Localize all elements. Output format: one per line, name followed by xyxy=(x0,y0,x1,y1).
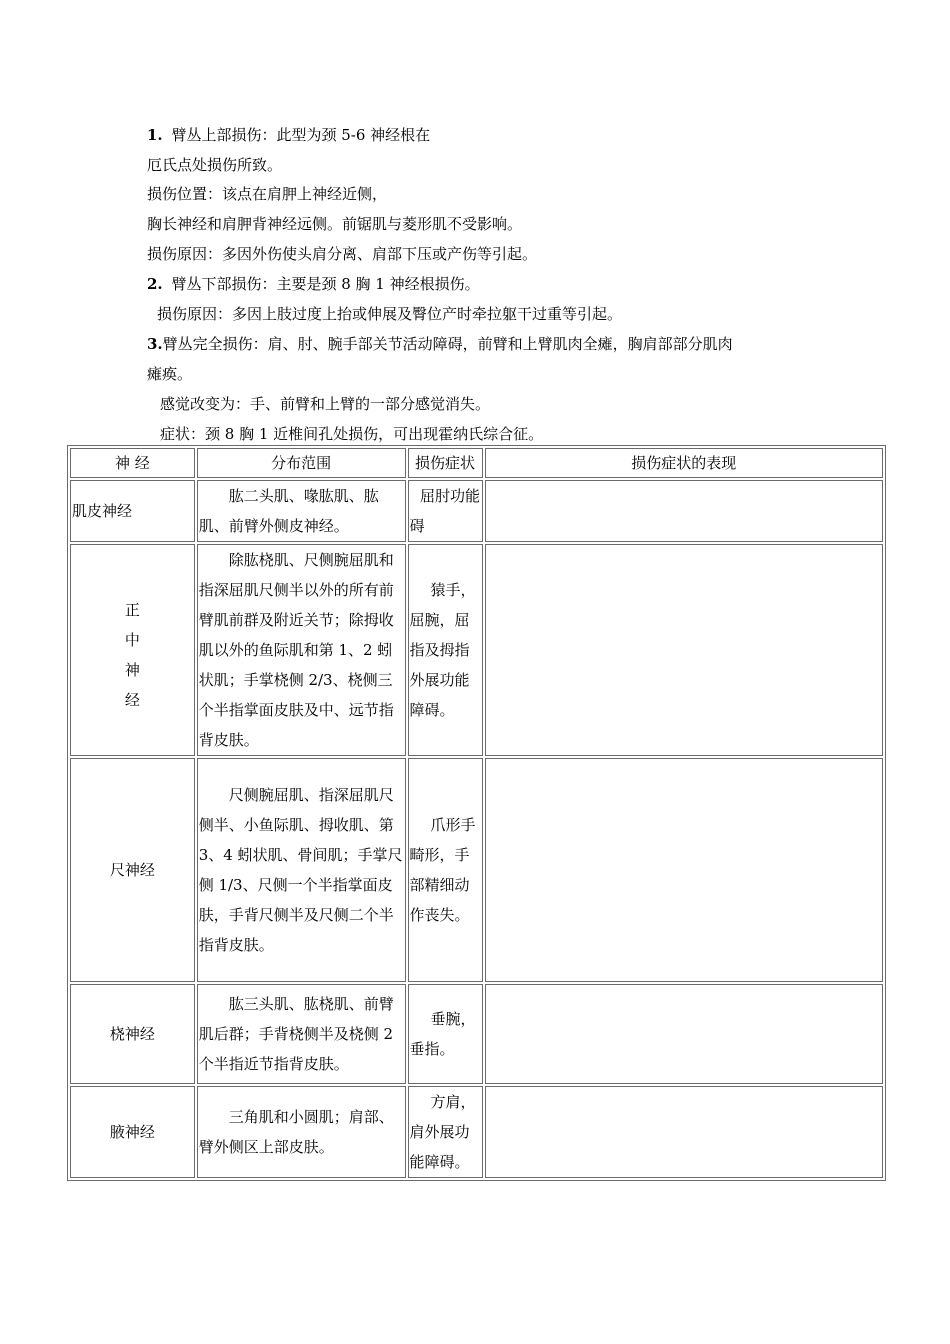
distribution-range: 肱二头肌、喙肱肌、肱肌、前臂外侧皮神经。 xyxy=(197,480,406,542)
intro-para-1-cont: 厄氏点处损伤所致。 xyxy=(147,156,283,174)
table-row xyxy=(70,1086,883,1178)
symptom-manifestation xyxy=(485,984,883,1084)
header-range: 分布范围 xyxy=(197,448,406,478)
intro-para-3-cont: 瘫痪。 xyxy=(147,365,193,383)
table-row xyxy=(70,544,883,756)
nerve-name: 肌皮神经 xyxy=(70,480,195,542)
injury-cause-1: 损伤原因：多因外伤使头肩分离、肩部下压或产伤等引起。 xyxy=(147,245,538,263)
symptom-manifestation xyxy=(485,480,883,542)
distribution-range: 三角肌和小圆肌；肩部、臂外侧区上部皮肤。 xyxy=(197,1086,406,1178)
nerve-name: 腋神经 xyxy=(70,1086,195,1178)
injury-location-cont: 胸长神经和肩胛背神经远侧。前锯肌与菱形肌不受影响。 xyxy=(147,215,523,233)
intro-para-1 xyxy=(147,125,430,145)
list-number: 1. xyxy=(147,126,163,144)
table-row xyxy=(70,480,883,542)
header-manifestation: 损伤症状的表现 xyxy=(485,448,883,478)
symptom-manifestation xyxy=(485,544,883,756)
header-nerve: 神 经 xyxy=(70,448,195,478)
injury-symptom: 爪形手畸形，手部精细动作丧失。 xyxy=(408,758,483,982)
injury-cause-2: 损伤原因：多因上肢过度上抬或伸展及臀位产时牵拉躯干过重等引起。 xyxy=(157,305,623,323)
table-header-row xyxy=(70,448,883,478)
injury-location: 损伤位置：该点在肩胛上神经近侧， xyxy=(147,185,388,203)
distribution-range: 尺侧腕屈肌、指深屈肌尺侧半、小鱼际肌、拇收肌、第 3、4 蚓状肌、骨间肌；手掌尺侧 1/3、尺侧一个半指掌面皮肤，手背尺侧半及尺侧二个半指背皮肤。 xyxy=(197,758,406,982)
list-number: 3. xyxy=(147,335,163,353)
nerve-name: 桡神经 xyxy=(70,984,195,1084)
sensory-change: 感觉改变为：手、前臂和上臂的一部分感觉消失。 xyxy=(160,395,491,413)
intro-para-2 xyxy=(147,274,480,294)
para-text: 臂丛上部损伤：此型为颈 5-6 神经根在 xyxy=(171,126,431,144)
table-row xyxy=(70,758,883,982)
injury-symptom: 方肩，肩外展功能障碍。 xyxy=(408,1086,483,1178)
symptom-manifestation xyxy=(485,758,883,982)
injury-symptom: 屈肘功能碍 xyxy=(408,480,483,542)
injury-symptom: 垂腕，垂指。 xyxy=(408,984,483,1084)
list-number: 2. xyxy=(147,275,163,293)
distribution-range: 肱三头肌、肱桡肌、前臂肌后群；手背桡侧半及桡侧 2 个半指近节指背皮肤。 xyxy=(197,984,406,1084)
injury-symptom: 猿手，屈腕，屈指及拇指外展功能障碍。 xyxy=(408,544,483,756)
para-text: 臂丛下部损伤：主要是颈 8 胸 1 神经根损伤。 xyxy=(171,275,480,293)
nerve-name: 尺神经 xyxy=(70,758,195,982)
symptom-text: 症状：颈 8 胸 1 近椎间孔处损伤，可出现霍纳氏综合征。 xyxy=(160,425,544,443)
header-symptom: 损伤症状 xyxy=(408,448,483,478)
nerve-name: 正 中 神 经 xyxy=(70,544,195,756)
intro-para-3 xyxy=(147,334,733,354)
table-row xyxy=(70,984,883,1084)
nerve-injury-table xyxy=(67,445,886,1181)
para-text: 臂丛完全损伤：肩、肘、腕手部关节活动障碍，前臂和上臂肌肉全瘫，胸肩部部分肌肉 xyxy=(162,335,733,353)
distribution-range: 除肱桡肌、尺侧腕屈肌和指深屈肌尺侧半以外的所有前臂肌前群及附近关节；除拇收肌以外的鱼际肌和第 1、2 蚓状肌；手掌桡侧 2/3、桡侧三个半指掌面皮肤及中、远节指背皮肤。 xyxy=(197,544,406,756)
symptom-manifestation xyxy=(485,1086,883,1178)
